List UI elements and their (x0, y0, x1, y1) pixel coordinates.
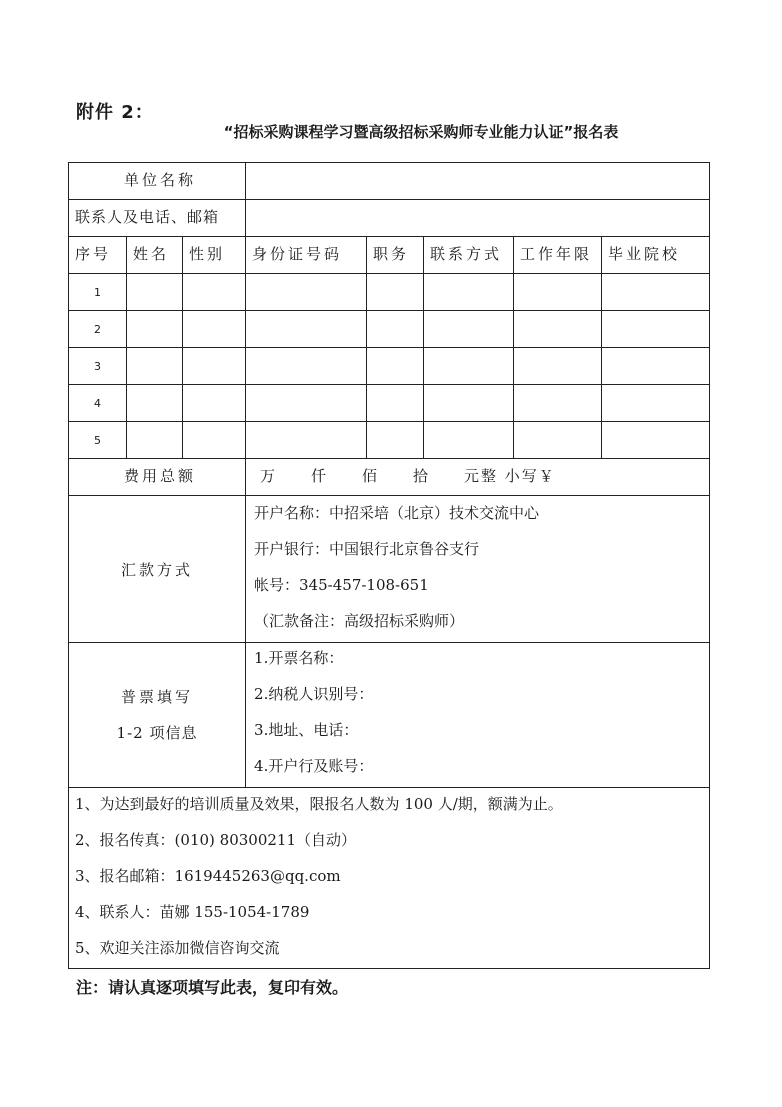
column-header: 性别 (183, 237, 246, 274)
account-number: 帐号：345-457-108-651 (254, 576, 429, 594)
table-row (69, 274, 710, 311)
work-years-cell[interactable] (514, 274, 602, 311)
invoice-label (69, 643, 246, 788)
note-item: 2、报名传真：(010) 80300211（自动） (75, 831, 356, 849)
name-cell[interactable] (127, 422, 183, 459)
attachment-label: 附件 2： (76, 102, 154, 123)
column-header: 工作年限 (514, 237, 602, 274)
position-cell[interactable] (367, 311, 424, 348)
id-number-cell[interactable] (246, 311, 367, 348)
work-years-cell[interactable] (514, 385, 602, 422)
contact-method-cell[interactable] (424, 385, 514, 422)
invoice-title-field[interactable]: 1.开票名称： (254, 649, 344, 667)
fee-row (69, 459, 710, 496)
registration-form-table (68, 162, 710, 969)
row-number: 3 (69, 348, 127, 385)
school-cell[interactable] (602, 274, 710, 311)
table-row (69, 422, 710, 459)
taxpayer-id-field[interactable]: 2.纳税人识别号： (254, 685, 374, 703)
table-row (69, 348, 710, 385)
column-header: 身份证号码 (246, 237, 367, 274)
name-cell[interactable] (127, 274, 183, 311)
gender-cell[interactable] (183, 311, 246, 348)
name-cell[interactable] (127, 348, 183, 385)
contact-method-cell[interactable] (424, 274, 514, 311)
row-number: 1 (69, 274, 127, 311)
id-number-cell[interactable] (246, 348, 367, 385)
row-number: 4 (69, 385, 127, 422)
unit-name-row (69, 163, 710, 200)
contact-row (69, 200, 710, 237)
column-header-row (69, 237, 710, 274)
table-row (69, 385, 710, 422)
payment-details (246, 496, 710, 643)
invoice-label-line2: 1-2 项信息 (116, 724, 198, 742)
row-number: 2 (69, 311, 127, 348)
column-header: 序号 (69, 237, 127, 274)
position-cell[interactable] (367, 348, 424, 385)
work-years-cell[interactable] (514, 311, 602, 348)
contact-label: 联系人及电话、邮箱 (69, 200, 246, 237)
school-cell[interactable] (602, 422, 710, 459)
position-cell[interactable] (367, 385, 424, 422)
invoice-row (69, 643, 710, 788)
fee-amount-field[interactable]: 万 仟 佰 拾 元整 小写￥ (246, 459, 710, 496)
table-row (69, 311, 710, 348)
row-number: 5 (69, 422, 127, 459)
note-item: 1、为达到最好的培训质量及效果，限报名人数为 100 人/期，额满为止。 (75, 795, 563, 813)
school-cell[interactable] (602, 311, 710, 348)
fee-label: 费用总额 (69, 459, 246, 496)
column-header: 联系方式 (424, 237, 514, 274)
payment-row (69, 496, 710, 643)
id-number-cell[interactable] (246, 422, 367, 459)
account-name: 开户名称：中招采培（北京）技术交流中心 (254, 504, 540, 522)
unit-name-label: 单位名称 (69, 163, 246, 200)
bank-name: 开户银行：中国银行北京鲁谷支行 (254, 540, 480, 558)
id-number-cell[interactable] (246, 385, 367, 422)
address-phone-field[interactable]: 3.地址、电话： (254, 721, 359, 739)
name-cell[interactable] (127, 311, 183, 348)
remittance-remark: （汇款备注：高级招标采购师） (254, 612, 465, 630)
note-item: 5、欢迎关注添加微信咨询交流 (75, 939, 280, 957)
gender-cell[interactable] (183, 348, 246, 385)
contact-method-cell[interactable] (424, 422, 514, 459)
column-header: 职务 (367, 237, 424, 274)
school-cell[interactable] (602, 348, 710, 385)
gender-cell[interactable] (183, 274, 246, 311)
gender-cell[interactable] (183, 422, 246, 459)
note-item: 4、联系人：苗娜 155-1054-1789 (75, 903, 310, 921)
payment-label: 汇款方式 (69, 496, 246, 643)
position-cell[interactable] (367, 274, 424, 311)
gender-cell[interactable] (183, 385, 246, 422)
work-years-cell[interactable] (514, 422, 602, 459)
column-header: 毕业院校 (602, 237, 710, 274)
invoice-label-line1: 普票填写 (121, 688, 194, 706)
notes-row (69, 788, 710, 969)
id-number-cell[interactable] (246, 274, 367, 311)
invoice-details (246, 643, 710, 788)
note-item: 3、报名邮箱：1619445263@qq.com (75, 867, 341, 885)
form-title: “招标采购课程学习暨高级招标采购师专业能力认证”报名表 (223, 123, 619, 141)
school-cell[interactable] (602, 385, 710, 422)
footer-note: 注：请认真逐项填写此表，复印有效。 (76, 978, 349, 997)
contact-method-cell[interactable] (424, 311, 514, 348)
work-years-cell[interactable] (514, 348, 602, 385)
position-cell[interactable] (367, 422, 424, 459)
notes-cell (69, 788, 710, 969)
contact-field[interactable] (246, 200, 710, 237)
column-header: 姓名 (127, 237, 183, 274)
bank-account-field[interactable]: 4.开户行及账号： (254, 757, 374, 775)
unit-name-field[interactable] (246, 163, 710, 200)
contact-method-cell[interactable] (424, 348, 514, 385)
name-cell[interactable] (127, 385, 183, 422)
